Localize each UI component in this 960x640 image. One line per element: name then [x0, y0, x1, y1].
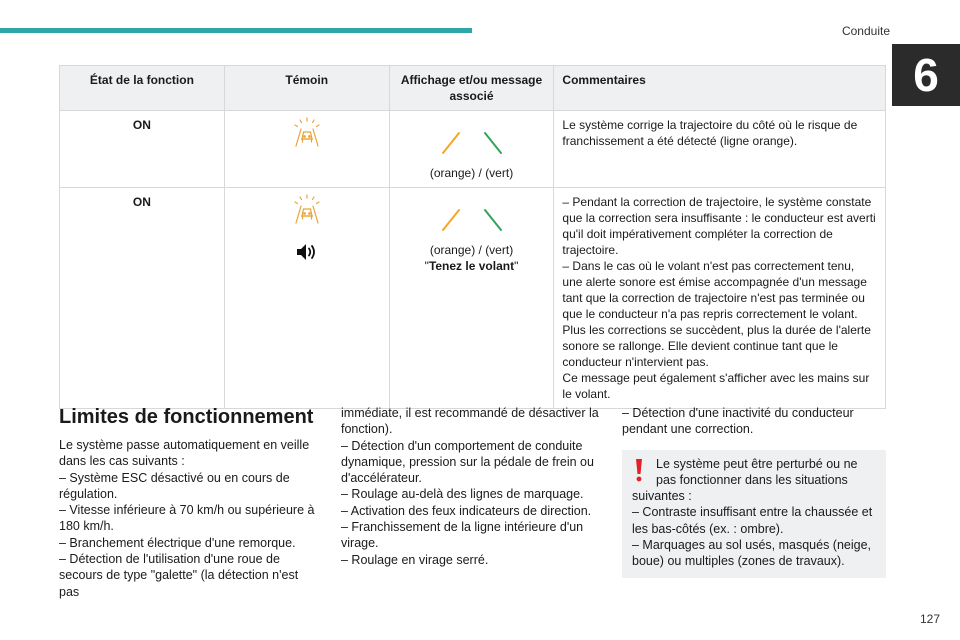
display-cell [389, 188, 554, 409]
col-header-comments: Commentaires [554, 66, 886, 111]
list-item: – Détection d'une inactivité du conducteur pendant une correction. [622, 406, 854, 437]
list-item: – Roulage au-delà des lignes de marquage. [341, 487, 584, 502]
display-message: "Tenez le volant" [424, 259, 519, 273]
lane-lines [398, 131, 546, 155]
page-number: 127 [919, 612, 940, 626]
comment-cell [554, 188, 886, 409]
warning-list-item: – Marquages au sol usés, masqués (neige, boue) ou multiples (zones de travaux). [632, 538, 872, 569]
list-item: – Vitesse inférieure à 70 km/h ou supérieure à 180 km/h. [59, 503, 315, 534]
color-caption: (orange) / (vert) [429, 166, 514, 180]
indicator-cell [224, 111, 389, 188]
list-item: – Détection de l'utilisation d'une roue de secours de type "galette" (la détection n'est pas [59, 552, 299, 599]
lane-keep-warning-icon [292, 194, 322, 224]
col-header-state: État de la fonction [60, 66, 225, 111]
state-cell: ON [60, 111, 225, 188]
limits-column-3 [622, 405, 886, 578]
paragraph: Le système passe automatiquement en veille dans les cas suivants : [59, 438, 310, 469]
warning-list-item: – Contraste insuffisant entre la chaussée et les bas-côtés (ex. : ombre). [632, 505, 873, 536]
comment-cell: Le système corrige la trajectoire du côté où le risque de franchissement a été détecté (ligne orange). [554, 111, 886, 188]
comment-line: Ce message peut également s'afficher avec les mains sur le volant. [562, 371, 870, 401]
message-bold: Tenez le volant [428, 259, 515, 273]
color-caption: (orange) / (vert) [429, 243, 514, 257]
paragraph: immédiate, il est recommandé de désactiver la fonction). [341, 406, 599, 437]
comment-line: – Dans le cas où le volant n'est pas correctement tenu, une alerte sonore est émise accompagnée d'un message tant que la correction de trajectoire n'est pas terminée ou que le conducteur n'a pas repris correctement le volant. [562, 259, 867, 321]
col-header-display: Affichage et/ou message associé [389, 66, 554, 111]
comment-line: – Pendant la correction de trajectoire, le système constate que la correction sera insuffisante : le conducteur est averti qu'il doit impérativement compléter la correction de trajectoire. [562, 195, 876, 257]
orange-lane-line [441, 208, 461, 232]
lane-lines [398, 208, 546, 232]
state-cell: ON [60, 188, 225, 409]
section-title: Conduite [841, 24, 890, 38]
speaker-icon [295, 242, 319, 262]
exclamation-icon [634, 458, 644, 482]
limits-title: Limites de fonctionnement [59, 406, 314, 428]
chapter-number: 6 [892, 44, 960, 106]
col-header-indicator: Témoin [224, 66, 389, 111]
header-accent-bar [0, 28, 472, 33]
indicator-cell [224, 188, 389, 409]
table-header-row [60, 66, 886, 111]
warning-box [622, 450, 886, 578]
lane-keep-warning-icon [292, 117, 322, 147]
warning-text: suivantes : [632, 489, 692, 504]
list-item: – Détection d'un comportement de conduite dynamique, pression sur la pédale de frein ou d'accélérateur. [341, 438, 594, 486]
comment-line: Plus les corrections se succèdent, plus la durée de l'alerte sonore se rallonge. Elle devient continue tant que le conducteur n'intervient pas. [562, 323, 871, 369]
limits-column-2 [341, 405, 603, 568]
warning-text: Le système peut être perturbé ou ne pas fonctionner dans les situations [656, 456, 858, 487]
list-item: – Franchissement de la ligne intérieure d'un virage. [341, 520, 584, 551]
list-item: – Roulage en virage serré. [341, 552, 489, 567]
table-row [60, 111, 886, 188]
display-cell [389, 111, 554, 188]
orange-lane-line [441, 131, 461, 155]
list-item: – Système ESC désactivé ou en cours de régulation. [59, 470, 290, 501]
table-row [60, 188, 886, 409]
list-item: – Activation des feux indicateurs de direction. [341, 503, 592, 518]
list-item: – Branchement électrique d'une remorque. [59, 535, 296, 550]
green-lane-line [483, 131, 503, 155]
limits-column-1 [59, 405, 319, 600]
function-status-table [59, 65, 886, 409]
green-lane-line [483, 208, 503, 232]
